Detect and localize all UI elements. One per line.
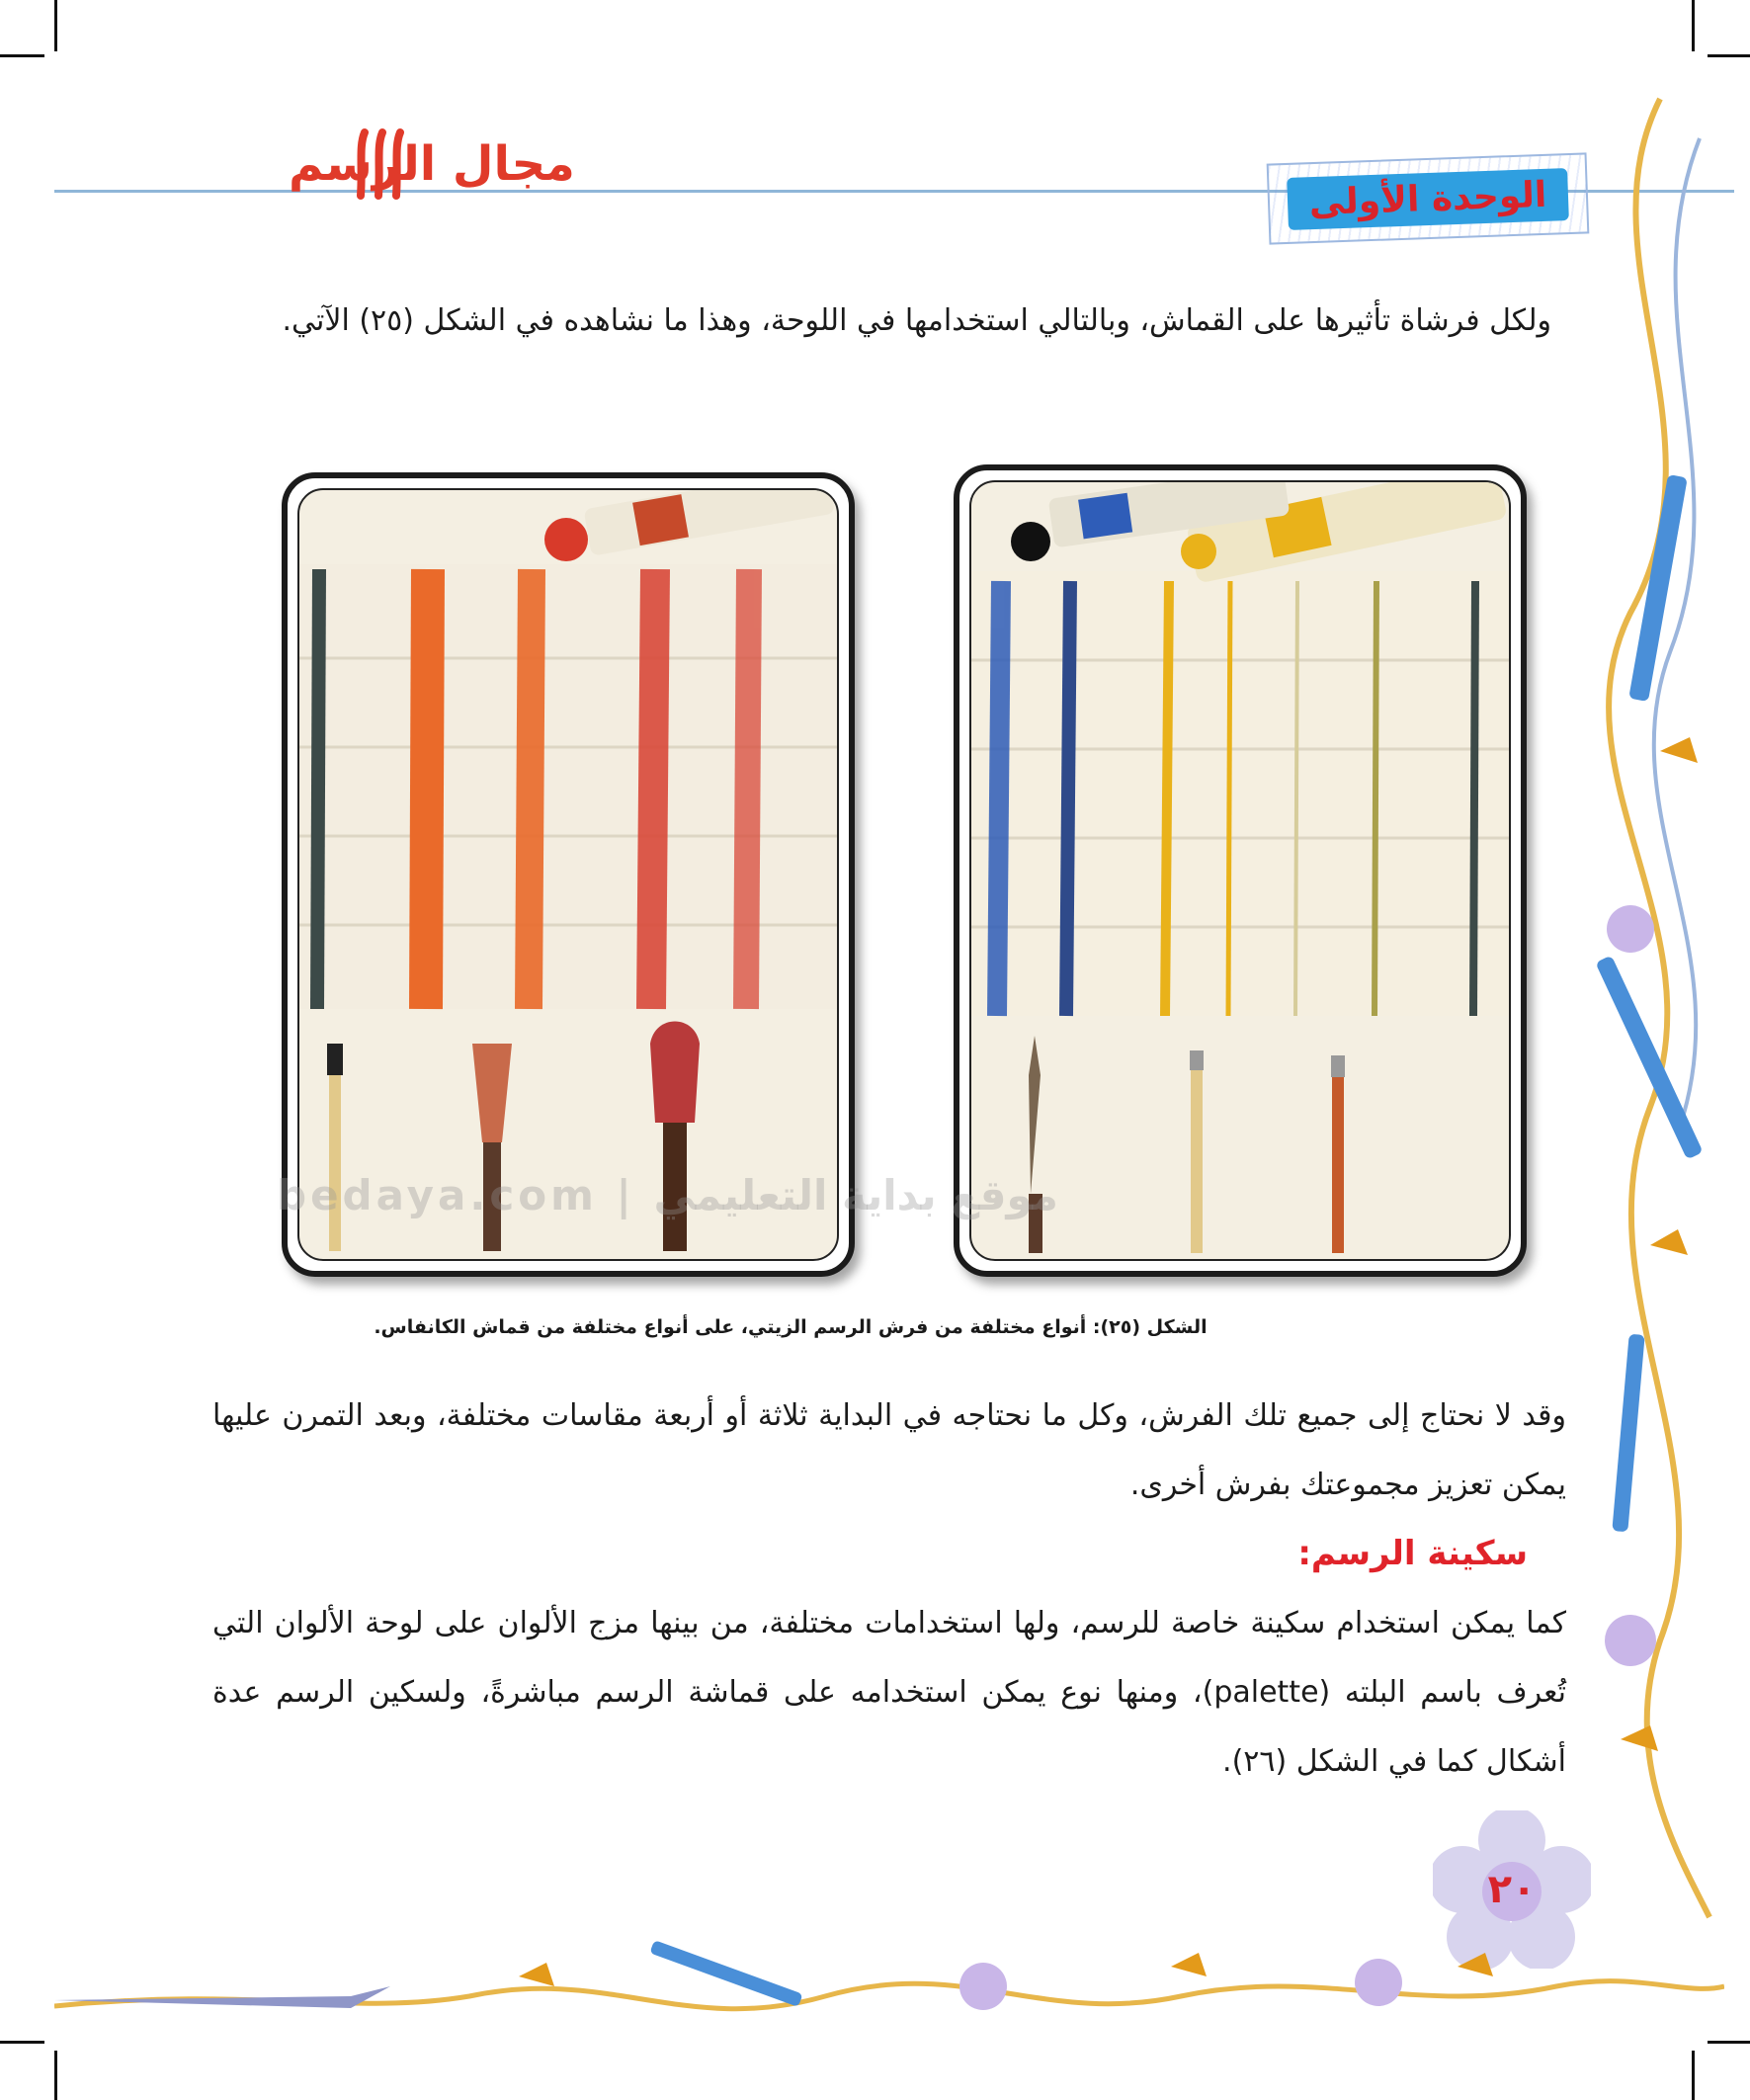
crop-mark [1692,2051,1695,2100]
photo-red-orange-strokes [282,472,855,1277]
crop-mark [0,54,44,57]
page-number: ٢٠ [1487,1867,1537,1912]
crop-mark [54,2051,57,2100]
photo-canvas [969,480,1511,1261]
body-paragraph-2: كما يمكن استخدام سكينة خاصة للرسم، ولها استخدامات مختلفة، من بينها مزج الألوان على لوحة الألوان التي تُعرف باسم البلته (palette)، ومنها نوع يمكن استخدامه على قماشة الرسم مباشرةً، ولسكين الرسم عدة أشكال كما في الشكل (٢٦). [212,1606,1566,1779]
strokes-illustration [971,482,1509,1259]
crop-mark [1692,0,1695,51]
watermark: bedaya.com | موقع بداية التعليمي [277,1171,1058,1219]
body-paragraph-1: وقد لا نحتاج إلى جميع تلك الفرش، وكل ما نحتاجه في البداية ثلاثة أو أربعة مقاسات مختلفة، وبعد التمرن عليها يمكن تعزيز مجموعتك بفرش أخرى. [212,1398,1566,1502]
photo-blue-yellow-strokes [954,464,1527,1277]
photo-canvas [297,488,839,1261]
decorative-border-bottom [54,1927,1724,2046]
strokes-illustration [299,490,837,1259]
intro-paragraph: ولكل فرشاة تأثيرها على القماش، وبالتالي استخدامها في اللوحة، وهذا ما نشاهده في الشكل (٢٥) الآتي. [282,303,1551,338]
decorative-border-right [1542,59,1750,1937]
crop-mark [1708,54,1750,57]
crop-mark [54,0,57,51]
crop-mark [0,2041,44,2044]
figure-caption: الشكل (٢٥): أنواع مختلفة من فرش الرسم الزيتي، على أنواع مختلفة من قماش الكانفاس. [374,1316,1208,1338]
section-heading: سكينة الرسم: [1297,1534,1528,1573]
field-title: مجال الرسم [289,136,575,192]
unit-label: الوحدة الأولى [1287,168,1569,230]
